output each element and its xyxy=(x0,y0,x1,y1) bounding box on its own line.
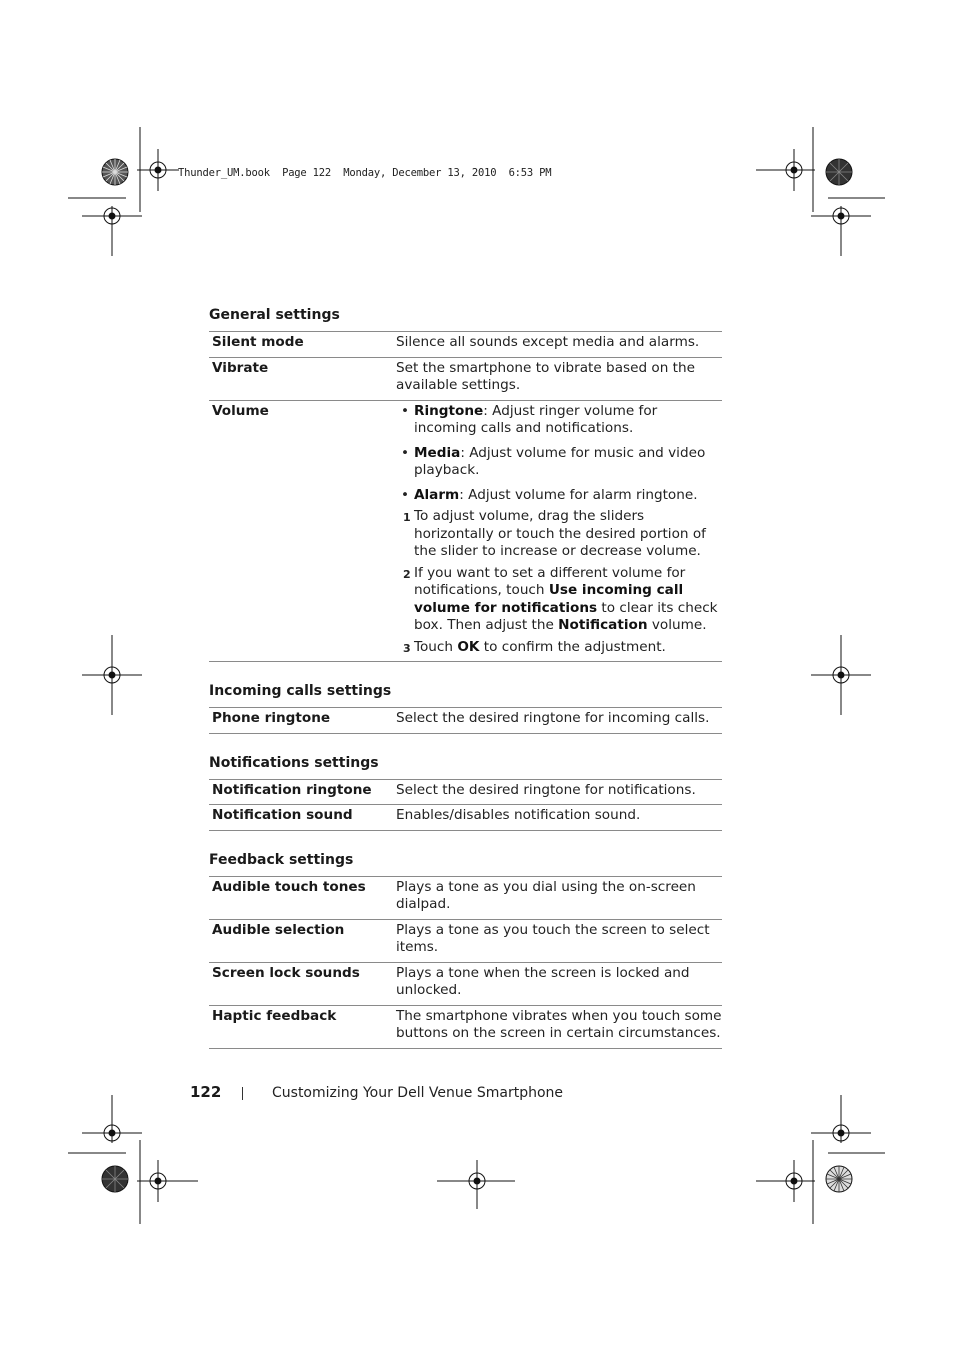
setting-description: The smartphone vibrates when you touch some buttons on the screen in certain circumstances. xyxy=(396,1005,722,1048)
registration-mark xyxy=(811,635,871,715)
step-number: 2 xyxy=(403,567,411,581)
step-text: To adjust volume, drag the sliders horizontally or touch the desired portion of the slider to increase or decrease volume. xyxy=(414,508,706,559)
list-item xyxy=(396,487,722,505)
setting-label: Notification ringtone xyxy=(209,779,396,805)
step-text: volume. xyxy=(647,617,707,633)
table-row xyxy=(209,708,722,734)
feedback-settings-title: Feedback settings xyxy=(209,851,354,868)
step-term: OK xyxy=(457,638,480,655)
star-target xyxy=(826,1166,852,1192)
setting-description: Select the desired ringtone for incoming calls. xyxy=(396,708,722,734)
step-text: Touch xyxy=(414,638,458,655)
table-row xyxy=(209,805,722,831)
step-term: Notification xyxy=(558,617,648,633)
registration-mark xyxy=(756,1160,815,1202)
table-row xyxy=(209,962,722,1005)
table-row xyxy=(209,779,722,805)
setting-label: Audible touch tones xyxy=(209,876,396,919)
page-content xyxy=(209,305,722,1049)
incoming-calls-settings-table xyxy=(209,707,722,734)
setting-description: Plays a tone as you touch the screen to select items. xyxy=(396,919,722,962)
feedback-settings-table xyxy=(209,876,722,1049)
table-row xyxy=(209,1005,722,1048)
star-target xyxy=(102,1166,128,1192)
registration-mark xyxy=(811,206,871,256)
setting-description xyxy=(396,400,722,662)
option-text: : Adjust volume for alarm ringtone. xyxy=(459,486,698,503)
page-number: 122 xyxy=(190,1083,222,1101)
table-row xyxy=(209,400,722,662)
option-term: Alarm xyxy=(414,486,460,503)
registration-mark xyxy=(756,149,815,191)
step-term: Use incoming call volume for notifications xyxy=(414,582,684,616)
print-header: Thunder_UM.book Page 122 Monday, December 13, 2010 6:53 PM xyxy=(178,167,552,179)
table-row xyxy=(209,332,722,358)
general-settings-table xyxy=(209,331,722,662)
notifications-settings-title: Notifications settings xyxy=(209,754,379,771)
option-text: : Adjust ringer volume for incoming calls and notifications. xyxy=(414,402,658,436)
footer-divider xyxy=(242,1087,243,1100)
registration-mark xyxy=(137,1160,198,1202)
incoming-calls-settings-title: Incoming calls settings xyxy=(209,683,392,699)
setting-label: Phone ringtone xyxy=(209,708,396,734)
option-term: Ringtone xyxy=(414,402,484,419)
option-text: : Adjust volume for music and video playback. xyxy=(414,444,706,478)
setting-label: Notification sound xyxy=(209,805,396,831)
table-row xyxy=(209,876,722,919)
step-item xyxy=(396,565,722,635)
star-target xyxy=(102,159,128,185)
step-item xyxy=(396,508,722,561)
notifications-settings-table xyxy=(209,779,722,831)
registration-mark xyxy=(437,1160,515,1209)
setting-label: Silent mode xyxy=(209,332,396,358)
list-item xyxy=(396,445,722,480)
registration-mark xyxy=(82,1095,142,1143)
option-term: Media xyxy=(414,444,461,461)
setting-label: Screen lock sounds xyxy=(209,962,396,1005)
setting-description: Plays a tone as you dial using the on-screen dialpad. xyxy=(396,876,722,919)
registration-mark xyxy=(82,206,142,256)
step-text: If you want to set a different volume for notifications, touch xyxy=(414,564,686,598)
general-settings-title: General settings xyxy=(209,307,340,323)
chapter-title: Customizing Your Dell Venue Smartphone xyxy=(272,1085,564,1101)
setting-description: Set the smartphone to vibrate based on the available settings. xyxy=(396,357,722,400)
setting-label: Vibrate xyxy=(209,357,396,400)
setting-label: Volume xyxy=(209,400,396,662)
setting-description: Enables/disables notification sound. xyxy=(396,805,722,831)
step-text: to confirm the adjustment. xyxy=(479,638,666,655)
setting-label: Haptic feedback xyxy=(209,1005,396,1048)
step-item xyxy=(396,639,722,657)
star-target xyxy=(826,159,852,185)
setting-description: Plays a tone when the screen is locked and unlocked. xyxy=(396,962,722,1005)
registration-mark xyxy=(137,149,179,191)
setting-description: Select the desired ringtone for notifications. xyxy=(396,779,722,805)
registration-mark xyxy=(82,635,142,715)
setting-description: Silence all sounds except media and alarms. xyxy=(396,332,722,358)
step-number: 1 xyxy=(403,511,411,524)
registration-mark xyxy=(811,1095,871,1143)
setting-label: Audible selection xyxy=(209,919,396,962)
step-number: 3 xyxy=(403,641,411,655)
table-row xyxy=(209,357,722,400)
volume-options-list xyxy=(396,403,722,505)
list-item xyxy=(396,403,722,438)
volume-steps-list xyxy=(396,508,722,656)
step-text: to clear its check box. Then adjust the xyxy=(414,599,718,633)
table-row xyxy=(209,919,722,962)
